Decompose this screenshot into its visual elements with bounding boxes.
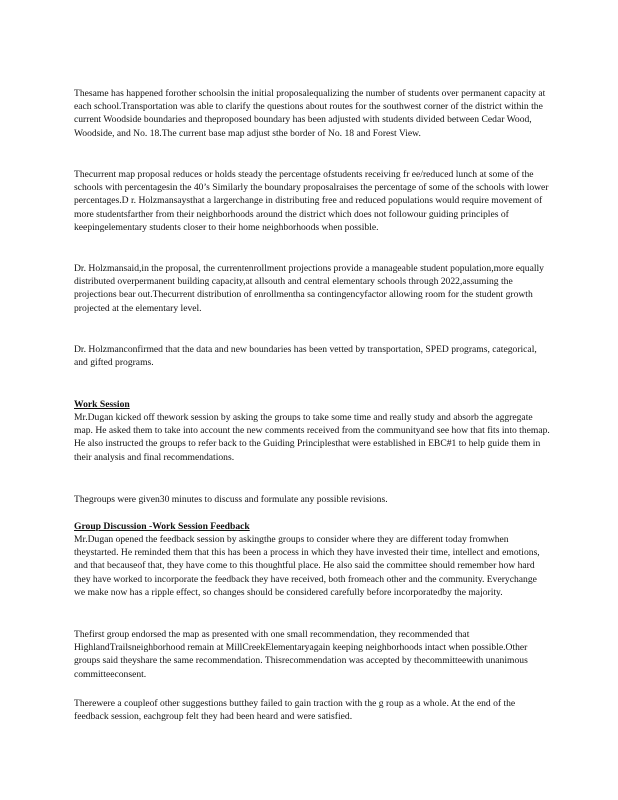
heading-group-feedback: Group Discussion -Work Session Feedback bbox=[74, 521, 250, 532]
paragraph-free-reduced-lunch: Thecurrent map proposal reduces or holds steady the percentage ofstudents receiving fr ee/reduced lunch at some of the schools with percentagesin the 40’s Similarly the boundary proposalraises the percentage of some of the schools with lower percentages.D r. Holzmansaysthat a largerchange in distributing free and reduced populations would require movement of more studentsfarther from their neighborhoods around the district which does not followour guiding principles of keepingelementary students closer to their home neighborhoods when possible. bbox=[74, 169, 549, 233]
paragraph-feedback-session: Mr.Dugan opened the feedback session by askingthe groups to consider where they are different today fromwhen theystarted. He reminded them that this has been a process in which they have invested their time, intellect and emotions, and that becauseof that, they have come to this thoughtful place. He also said the committee should remember how hard they have worked to incorporate the feedback they have received, both fromeach other and the community. Everychange we make now has a ripple effect, so changes should be considered carefully before incorporatedby the majority. bbox=[74, 534, 540, 598]
paragraph-discussion-time: Thegroups were given30 minutes to discuss and formulate any possible revisions. bbox=[74, 494, 388, 505]
paragraph-other-suggestions: Therewere a coupleof other suggestions butthey failed to gain traction with the g roup as a whole. At the end of the feedback session, eachgroup felt they had been heard and were satisfied. bbox=[74, 698, 516, 723]
paragraph-enrollment-projections: Dr. Holzmansaid,in the proposal, the currentenrollment projections provide a manageable student population,more equally distributed overpermanent building capacity,at allsouth and central elementary schools through 2022,assuming the projections bear out.Thecurrent distribution of enrollmentha sa contingencyfactor allowing room for the student growth projected at the elementary level. bbox=[74, 263, 544, 314]
paragraph-vetted-data: Dr. Holzmanconfirmed that the data and new boundaries has been vetted by transportation, SPED programs, categorical, and gifted programs. bbox=[74, 344, 537, 369]
paragraph-school-capacity: Thesame has happened forother schoolsin the initial proposalequalizing the number of students over permanent capacity at each school.Transportation was able to clarify the questions about routes for the southwest corner of the district within the current Woodside boundaries and theproposed boundary has been adjusted with students divided between Cedar Wood, Woodside, and No. 18.The current base map adjust sthe border of No. 18 and Forest View. bbox=[74, 88, 546, 139]
paragraph-first-group: Thefirst group endorsed the map as presented with one small recommendation, they recommended that HighlandTrailsneighborhood remain at MillCreekElementaryagain keeping neighborhoods intact when possible.Other groups said theyshare the same recommendation. Thisrecommendation was accepted by thecommitteewith unanimous committeeconsent. bbox=[74, 629, 528, 680]
heading-work-session: Work Session bbox=[74, 399, 130, 410]
paragraph-work-session: Mr.Dugan kicked off thework session by asking the groups to take some time and really study and absorb the aggregate map. He asked them to take into account the new comments received from the communityand see how that fits into themap. He also instructed the groups to refer back to the Guiding Principlesthat were established in EBC#1 to help guide them in their analysis and final recommendations. bbox=[74, 412, 550, 463]
